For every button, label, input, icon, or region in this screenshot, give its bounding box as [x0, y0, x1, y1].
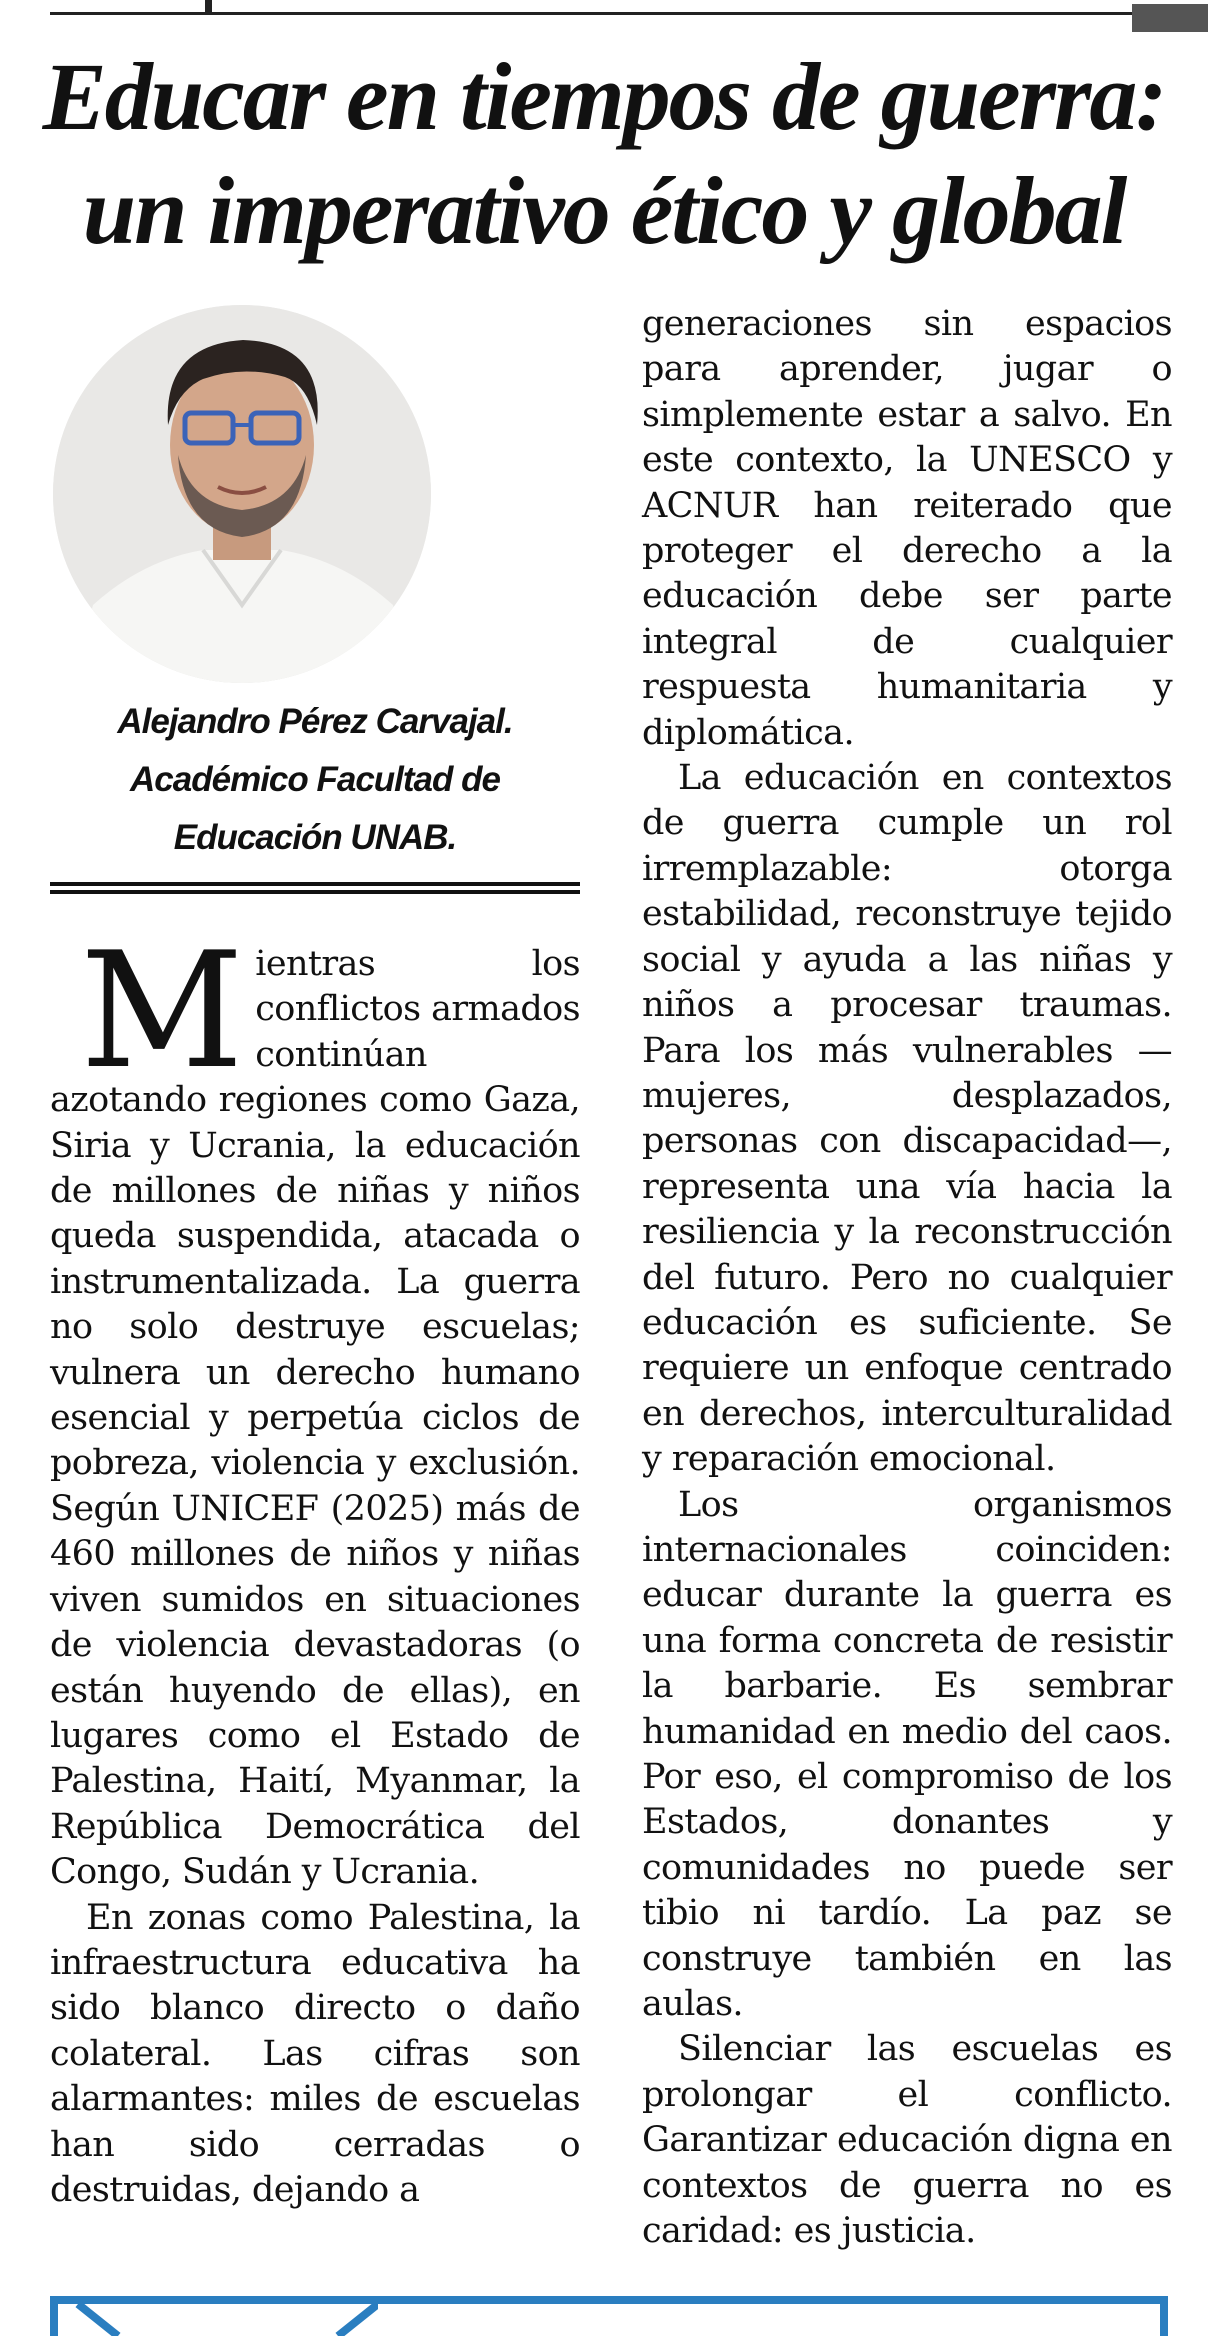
author-portrait-icon: [53, 305, 431, 683]
article-column-2: [642, 302, 1172, 2254]
headline: [40, 40, 1168, 268]
section-marker: [1132, 4, 1208, 32]
frame-diagonal-decoration: [58, 2304, 378, 2336]
author-name: Alejandro Pérez Carvajal.: [117, 702, 513, 741]
article-column-1: [50, 917, 580, 2213]
divider-rule: [50, 890, 580, 894]
top-rule: [50, 12, 1132, 15]
paragraph-text: ientras los conflictos armados continúan azotando regiones como Gaza, Siria y Ucrania, la educación de millones de niñas y niños queda suspendida, atacada o instrumentalizada. La guerra no solo destruye escuelas; vulnera un derecho humano esencial y perpetúa ciclos de pobreza, violencia y exclusión. Según UNICEF (2025) más de 460 millones de niños y niñas viven sumidos en situaciones de violencia devastadoras (o están huyendo de ellas), en lugares como el Estado de Palestina, Haití, Myanmar, la República Democrática del Congo, Sudán y Ucrania.: [50, 944, 580, 1893]
author-byline: [50, 693, 580, 867]
top-rule-tab: [205, 0, 212, 14]
paragraph: generaciones sin espacios para aprender, jugar o simplemente estar a salvo. En este contexto, la UNESCO y ACNUR han reiterado que proteger el derecho a la educación debe ser parte integral de cualquier respuesta humanitaria y diplomática.: [642, 304, 1172, 753]
headline-line-1: Educar en tiempos de guerra:: [42, 43, 1166, 150]
author-role: Académico Facultad de: [130, 760, 500, 799]
headline-line-2: un imperativo ético y global: [82, 157, 1126, 264]
drop-cap: M: [80, 917, 244, 1104]
paragraph: Los organismos internacionales coinciden: educar durante la guerra es una forma concreta de resistir la barbarie. Es sembrar humanidad en medio del caos. Por eso, el compromiso de los Estados, donantes y comunidades no puede ser tibio ni tardío. La paz se construye también en las aulas.: [642, 1484, 1172, 2025]
author-institution: Educación UNAB.: [173, 818, 457, 857]
paragraph: [50, 917, 580, 1896]
paragraph: Silenciar las escuelas es prolongar el conflicto. Garantizar educación digna en contextos de guerra no es caridad: es justicia.: [642, 2029, 1172, 2252]
bottom-frame: [50, 2296, 1168, 2336]
divider-rule: [50, 882, 580, 886]
paragraph: En zonas como Palestina, la infraestructura educativa ha sido blanco directo o daño colateral. Las cifras son alarmantes: miles de escuelas han sido cerradas o destruidas, dejando a: [50, 1897, 580, 2210]
author-photo: [53, 305, 431, 683]
paragraph: La educación en contextos de guerra cumple un rol irremplazable: otorga estabilidad, reconstruye tejido social y ayuda a las niñas y niños a procesar traumas. Para los más vulnerables — mujeres, desplazados, personas con discapacidad—, representa una vía hacia la resiliencia y la reconstrucción del futuro. Pero no cualquier educación es suficiente. Se requiere un enfoque centrado en derechos, interculturalidad y reparación emocional.: [642, 758, 1172, 1480]
